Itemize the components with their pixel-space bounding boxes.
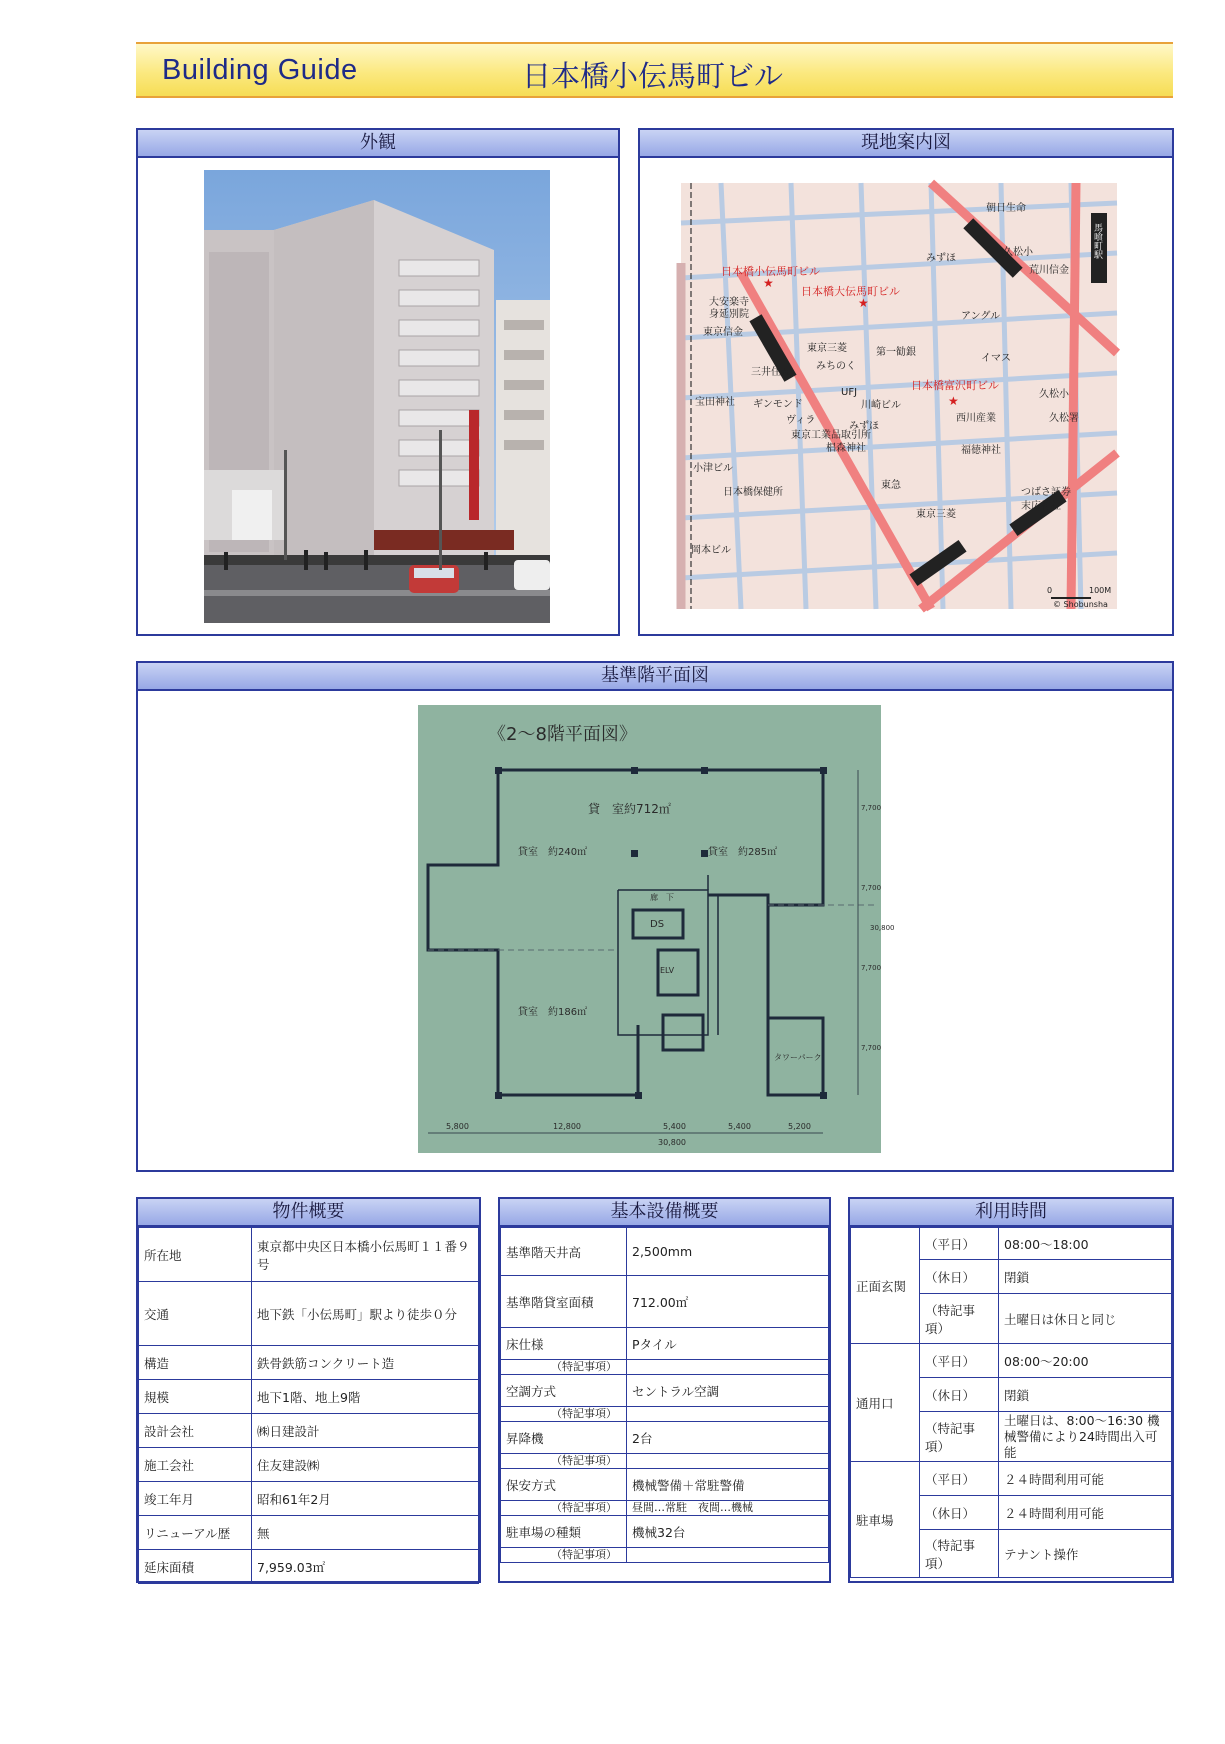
map-label-mizuho1: みずほ — [926, 253, 956, 264]
map-label-mitsui: 三井住友 — [751, 367, 791, 378]
prop-value: 住友建設㈱ — [252, 1448, 479, 1482]
map-label-hokenjo: 日本橋保健所 — [723, 487, 783, 498]
room-main: 貸 室約712㎡ — [588, 802, 671, 816]
map-label-nishikawa: 西川産業 — [956, 413, 996, 424]
equip-label: 基準階貸室面積 — [501, 1276, 627, 1328]
map-label-tokyo-mitsubishi: 東京三菱 — [807, 343, 847, 354]
hours-key: （特記事項） — [920, 1530, 999, 1578]
map-label-hisamatsu-sho2: 久松小 — [1039, 389, 1069, 400]
prop-label: 構造 — [139, 1346, 252, 1380]
hours-value: 08:00～18:00 — [999, 1228, 1172, 1260]
prop-value: 無 — [252, 1516, 479, 1550]
map-label-dai1: 第一勧銀 — [876, 347, 916, 358]
map-label-tokyo-kogyo: 東京工業品取引所 — [791, 430, 871, 441]
location-map — [681, 183, 1117, 609]
prop-value: 7,959.03㎡ — [252, 1550, 479, 1584]
equip-label: 保安方式 — [501, 1469, 627, 1501]
map-label-angle: アングル — [961, 311, 1001, 322]
equip-note-value: 昼間…常駐 夜間…機械 — [627, 1501, 829, 1516]
vdim-2: 7,700 — [861, 884, 882, 892]
equip-value: 2,500mm — [627, 1228, 829, 1276]
hours-key: （休日） — [920, 1260, 999, 1294]
equip-value: 2台 — [627, 1422, 829, 1454]
equip-label: 駐車場の種類 — [501, 1516, 627, 1548]
svg-text:★: ★ — [763, 276, 774, 290]
map-label-okamoto: 岡本ビル — [691, 545, 731, 556]
map-label-tokyo-shinkin: 東京信金 — [703, 327, 743, 338]
equip-note-value — [627, 1548, 829, 1563]
hours-value: ２４時間利用可能 — [999, 1462, 1172, 1496]
property-title: 物件概要 — [138, 1199, 479, 1227]
exterior-photo — [204, 170, 550, 623]
map-label-tokyu: 東急 — [881, 480, 901, 491]
vdim-4: 7,700 — [861, 1044, 882, 1052]
vdim-1: 7,700 — [861, 804, 882, 812]
room-hall: 廊 下 — [650, 893, 674, 902]
hours-value: ２４時間利用可能 — [999, 1496, 1172, 1530]
map-scale-0: 0 — [1047, 586, 1053, 595]
vdim-3: 7,700 — [861, 964, 882, 972]
equip-note: （特記事項） — [501, 1407, 627, 1422]
svg-text:★: ★ — [858, 296, 869, 310]
prop-label: 所在地 — [139, 1228, 252, 1282]
svg-text:★: ★ — [948, 394, 959, 408]
map-label-mitsubishi2: 東京三菱 — [916, 509, 956, 520]
equip-note: （特記事項） — [501, 1454, 627, 1469]
equip-label: 基準階天井高 — [501, 1228, 627, 1276]
prop-label: 規模 — [139, 1380, 252, 1414]
exterior-title: 外観 — [138, 130, 618, 158]
hours-key: （特記事項） — [920, 1412, 999, 1462]
map-copyright: © Shobunsha — [1053, 600, 1108, 609]
prop-label: リニューアル歴 — [139, 1516, 252, 1550]
equip-note: （特記事項） — [501, 1501, 627, 1516]
map-label-imasu: イマス — [981, 353, 1011, 364]
hours-value: 閉鎖 — [999, 1378, 1172, 1412]
hours-value: 閉鎖 — [999, 1260, 1172, 1294]
equipment-panel — [498, 1197, 831, 1583]
dim-5: 5,200 — [788, 1122, 811, 1131]
room-186: 貸室 約186㎡ — [518, 1007, 588, 1018]
hours-value: 08:00～20:00 — [999, 1344, 1172, 1378]
room-ev: ELV — [660, 966, 675, 975]
map-label-ozu: 小津ビル — [693, 463, 733, 474]
map-label-mizuho2: みずほ — [849, 421, 879, 432]
hours-key: （平日） — [920, 1462, 999, 1496]
map-label-tsubasa: つばさ証券 — [1021, 487, 1071, 498]
equip-label: 床仕様 — [501, 1328, 627, 1360]
vdim-total: 30,800 — [870, 924, 895, 932]
prop-label: 竣工年月 — [139, 1482, 252, 1516]
room-240: 貸室 約240㎡ — [518, 847, 588, 858]
equip-note-value — [627, 1407, 829, 1422]
prop-label: 設計会社 — [139, 1414, 252, 1448]
dim-4: 5,400 — [728, 1122, 751, 1131]
equip-label: 昇降機 — [501, 1422, 627, 1454]
hours-group: 正面玄関 — [851, 1228, 920, 1344]
property-panel — [136, 1197, 481, 1583]
equipment-title: 基本設備概要 — [500, 1199, 829, 1227]
map-label-suehiro: 末広神社 — [1021, 501, 1061, 512]
map-label-sugimori: 椙森神社 — [826, 443, 866, 454]
map-label-michinoku: みちのく — [816, 361, 856, 372]
map-label-target: 日本橋小伝馬町ビル — [721, 265, 820, 278]
map-label-ufj: UFJ — [841, 387, 858, 398]
map-label-minobu: 身延別院 — [709, 309, 749, 320]
floorplan-title: 基準階平面図 — [138, 663, 1172, 691]
equip-note-value — [627, 1360, 829, 1375]
hours-key: （特記事項） — [920, 1294, 999, 1344]
building-name: 日本橋小伝馬町ビル — [522, 59, 784, 93]
equip-value: 機械警備＋常駐警備 — [627, 1469, 829, 1501]
floorplan-drawing — [418, 705, 895, 1153]
equip-label: 空調方式 — [501, 1375, 627, 1407]
dim-2: 12,800 — [553, 1122, 581, 1131]
property-table — [138, 1227, 479, 1584]
map-title: 現地案内図 — [640, 130, 1172, 158]
hours-table — [850, 1227, 1172, 1578]
prop-value: 鉄骨鉄筋コンクリート造 — [252, 1346, 479, 1380]
dim-1: 5,800 — [446, 1122, 469, 1131]
hours-value: 土曜日は、8:00～16:30 機械警備により24時間出入可能 — [999, 1412, 1172, 1462]
map-label-ginmondo: ギンモンド — [753, 399, 803, 410]
hours-panel — [848, 1197, 1174, 1583]
prop-label: 交通 — [139, 1282, 252, 1346]
hours-key: （休日） — [920, 1378, 999, 1412]
room-285: 貸室 約285㎡ — [708, 847, 778, 858]
hours-value: テナント操作 — [999, 1530, 1172, 1578]
hours-title: 利用時間 — [850, 1199, 1172, 1227]
prop-label: 延床面積 — [139, 1550, 252, 1584]
equip-value: Pタイル — [627, 1328, 829, 1360]
map-label-hisamatsu-sho: 久松署 — [1049, 413, 1079, 424]
prop-value: 地下鉄「小伝馬町」駅より徒歩０分 — [252, 1282, 479, 1346]
equipment-table — [500, 1227, 829, 1563]
equip-note: （特記事項） — [501, 1548, 627, 1563]
map-label-kawasaki: 川崎ビル — [861, 400, 901, 411]
map-scale: 100M — [1089, 586, 1112, 595]
dim-total: 30,800 — [658, 1138, 686, 1147]
title-banner — [136, 42, 1173, 98]
hours-key: （平日） — [920, 1228, 999, 1260]
room-tower: タワーパーク — [774, 1053, 822, 1062]
hours-value: 土曜日は休日と同じ — [999, 1294, 1172, 1344]
floorplan-subtitle: 《2～8階平面図》 — [488, 724, 637, 745]
map-label-kohnan: 久松小 — [1003, 247, 1033, 258]
map-label-asahi: 朝日生命 — [986, 203, 1026, 214]
hours-group: 通用口 — [851, 1344, 920, 1462]
map-road-bakuro: 馬喰町駅 — [1092, 223, 1102, 259]
prop-value: 東京都中央区日本橋小伝馬町１１番９号 — [252, 1228, 479, 1282]
guide-label: Building Guide — [162, 54, 358, 86]
hours-key: （休日） — [920, 1496, 999, 1530]
equip-note-value — [627, 1454, 829, 1469]
prop-label: 施工会社 — [139, 1448, 252, 1482]
map-label-tomizawa: 日本橋富沢町ビル — [911, 379, 999, 392]
map-label-villa: ヴィラ — [786, 415, 816, 426]
map-label-fukutoku: 福徳神社 — [961, 445, 1001, 456]
map-label-arakawa: 荒川信金 — [1029, 265, 1069, 276]
prop-value: 地下1階、地上9階 — [252, 1380, 479, 1414]
map-label-takarada: 宝田神社 — [695, 397, 735, 408]
hours-group: 駐車場 — [851, 1462, 920, 1578]
map-label-ohdenma: 日本橋大伝馬町ビル — [801, 285, 900, 298]
hours-key: （平日） — [920, 1344, 999, 1378]
map-label-taiankei: 大安楽寺 — [709, 297, 749, 308]
prop-value: 昭和61年2月 — [252, 1482, 479, 1516]
equip-value: 機械32台 — [627, 1516, 829, 1548]
room-ds: DS — [650, 919, 665, 930]
equip-note: （特記事項） — [501, 1360, 627, 1375]
equip-value: セントラル空調 — [627, 1375, 829, 1407]
equip-value: 712.00㎡ — [627, 1276, 829, 1328]
prop-value: ㈱日建設計 — [252, 1414, 479, 1448]
dim-3: 5,400 — [663, 1122, 686, 1131]
